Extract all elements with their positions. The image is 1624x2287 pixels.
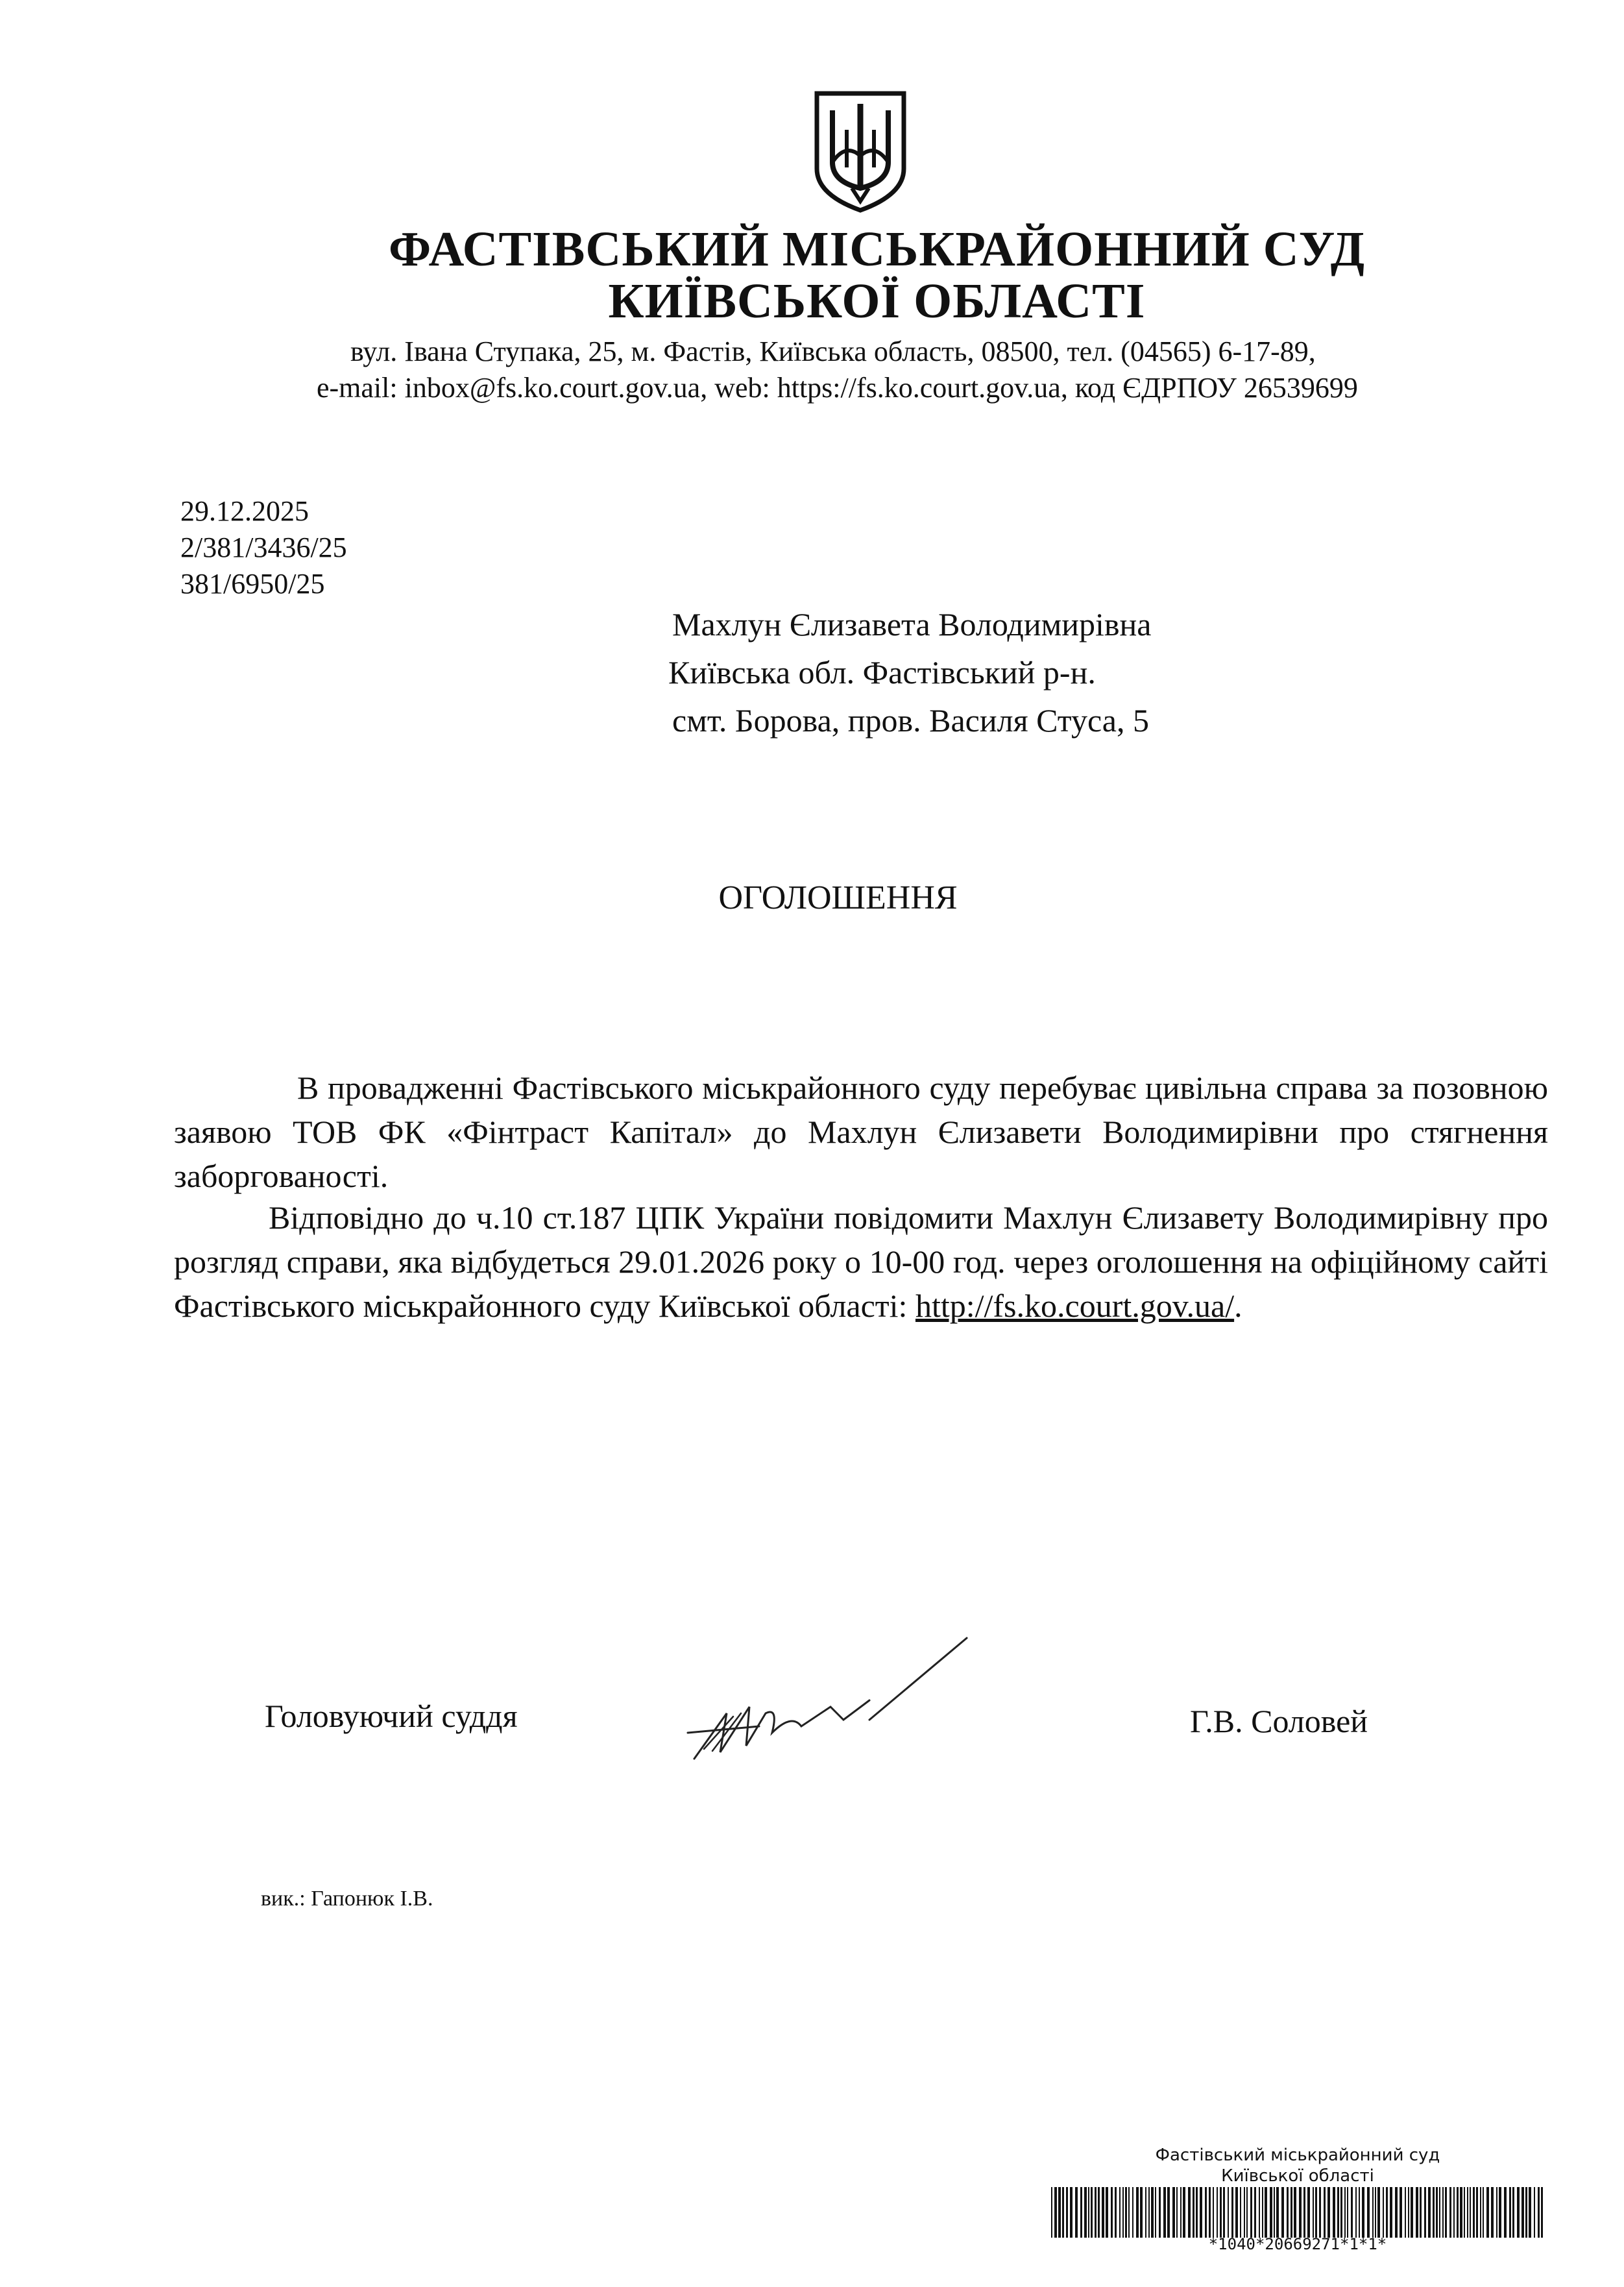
court-name-line1: ФАСТІВСЬКИЙ МІСЬКРАЙОННИЙ СУД bbox=[389, 222, 1365, 276]
paragraph-2-text: Відповідно до ч.10 ст.187 ЦПК України повідомити Махлун Єлизавету Володимирівну про розгляд справи, яка відбудеться 29.01.2026 року о 10-00 год. через оголошення на офіційному сайті Фастівського міськрайонного суду Київської області: bbox=[174, 1199, 1548, 1324]
court-contact-line1: вул. Івана Ступака, 25, м. Фастів, Київська область, 08500, тел. (04565) 6-17-89, bbox=[350, 336, 1316, 367]
judge-name: Г.В. Соловей bbox=[1190, 1703, 1368, 1739]
addressee-street: смт. Борова, пров. Василя Стуса, 5 bbox=[672, 702, 1149, 739]
handwritten-signature bbox=[681, 1635, 1019, 1765]
announcement-title: ОГОЛОШЕННЯ bbox=[718, 879, 958, 916]
judge-title: Головуючий суддя bbox=[265, 1698, 518, 1734]
addressee-region: Київська обл. Фастівський р-н. bbox=[668, 654, 1096, 691]
coat-of-arms-icon bbox=[813, 91, 908, 213]
announcement-paragraph-1: В провадженні Фастівського міськрайонного суду перебуває цивільна справа за позовною заявою ТОВ ФК «Фінтраст Капітал» до Махлун Єлизавети Володимирівни про стягнення заборгованості. bbox=[174, 1070, 1548, 1194]
executor-note: вик.: Гапонюк І.В. bbox=[261, 1887, 433, 1911]
addressee-name: Махлун Єлизавета Володимирівна bbox=[672, 606, 1152, 642]
announcement-paragraph-2 bbox=[174, 1195, 1548, 1328]
paragraph-2-end: . bbox=[1234, 1288, 1242, 1324]
case-number-1: 2/381/3436/25 bbox=[180, 532, 347, 563]
barcode-caption-line2: Київської області bbox=[1221, 2166, 1374, 2186]
case-number-2: 381/6950/25 bbox=[180, 568, 325, 600]
court-website-link[interactable]: http://fs.ko.court.gov.ua/ bbox=[915, 1288, 1235, 1324]
court-contact-line2: e-mail: inbox@fs.ko.court.gov.ua, web: https://fs.ko.court.gov.ua, код ЄДРПОУ 26539699 bbox=[317, 372, 1358, 404]
barcode bbox=[1051, 2187, 1544, 2238]
court-name-line2: КИЇВСЬКОЇ ОБЛАСТІ bbox=[608, 274, 1146, 328]
document-date: 29.12.2025 bbox=[180, 495, 309, 527]
barcode-caption-line1: Фастівський міськрайонний суд bbox=[1155, 2146, 1440, 2165]
barcode-number: *1040*20669271*1*1* bbox=[1208, 2235, 1387, 2253]
